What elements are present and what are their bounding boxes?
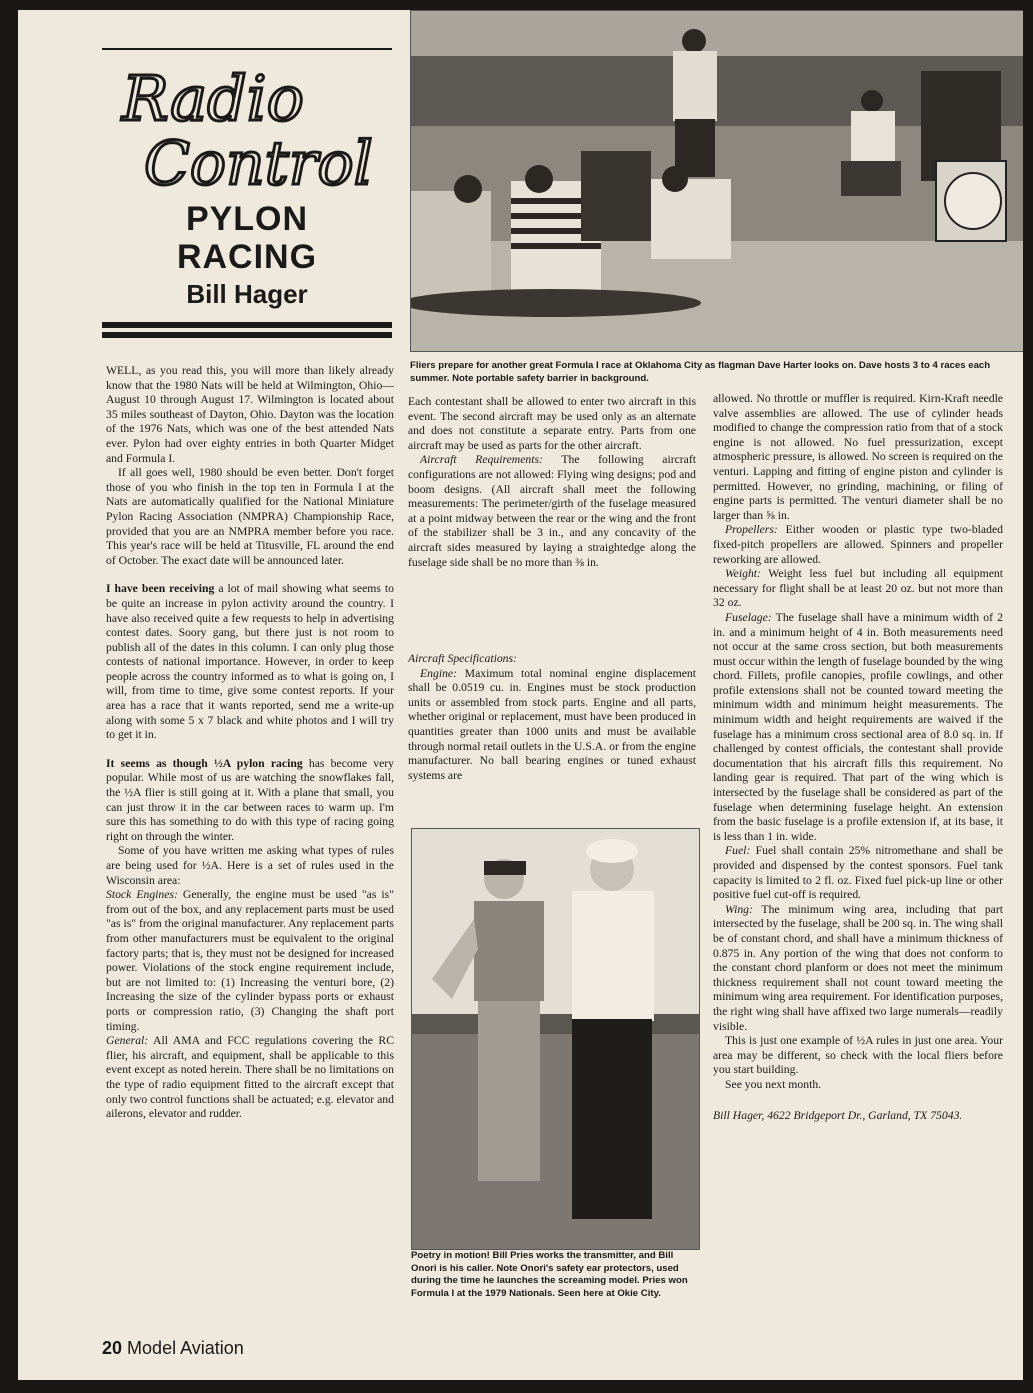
rule-heading: Fuselage:	[725, 610, 772, 624]
photo-caption-top: Fliers prepare for another great Formula I race at Oklahoma City as flagman Dave Harter looks on. Dave hosts 3 to 4 races each summer. Note portable safety barrier in background.	[410, 360, 991, 384]
lead-in: It seems as though ½A pylon racing	[106, 756, 303, 770]
paragraph: Fuel: Fuel shall contain 25% nitromethane and shall be provided and dispensed by the contest sponsors. Fuel tank capacity is limited to 2 fl. oz. Fixed fuel pick-up line or other positive fuel cut-off is required.	[713, 844, 1003, 902]
paragraph: See you next month.	[725, 1077, 822, 1091]
section-heading: Aircraft Specifications:	[408, 652, 517, 665]
paragraph: Propellers: Either wooden or plastic type two-bladed fixed-pitch propellers are allowed. Spinners and propeller reworking are allowed.	[713, 523, 1003, 566]
photo-illustration	[411, 11, 1023, 351]
rule-heading: Weight:	[725, 567, 761, 581]
paragraph: Wing: The minimum wing area, including that part intersected by the fuselage, shall be 200 sq. in. The wing shall be of constant chord, and shall have a minimum thickness of 0.875 in. Any portion of the wing that does not conform to the constant chord planform or does not meet the minimum thickness requirement shall not count toward meeting the minimum wing area requirement. For identification purposes, the right wing shall have affixed two large numerals—readily visible.	[713, 902, 1003, 1033]
logo-line1: Radio	[122, 62, 304, 135]
paragraph: allowed. No throttle or muffler is required. Kirn-Kraft needle valve assemblies are allowed. The use of cylinder heads modified to change the compression ratio from that of a stock engine is not allowed. No fuel pressurization, except atmospheric pressure, is allowed. No screen is required on the venturi. Lapping and fitting of engine piston and cylinder is permitted. However, no grinding, machining, or filing of engine parts is permitted. The venturi diameter shall be no larger than ⅝ in.	[713, 392, 1003, 522]
column-header	[102, 48, 392, 346]
header-rules-bottom	[102, 322, 392, 342]
text-column-2-bottom	[408, 652, 696, 783]
header-rule-top	[102, 48, 392, 50]
paragraph: Stock Engines: Generally, the engine must be used "as is" from out of the box, and any replacement parts must be used "as is" from the original manufacturer. Any replacement parts from other manufacturers must be equivalent to the original factory parts; that is, they must not be designed for increased power. Violations of the stock engine requirement include, but are not limited to: (1) Increasing the venturi bore, (2) Increasing the size of the cylinder bypass ports or exhaust ports or compression ratio, (3) Changing the shaft port timing.	[106, 888, 394, 1033]
lead-in: I have been receiving	[106, 582, 215, 596]
photo-pries-onori	[411, 828, 700, 1250]
paragraph: If all goes well, 1980 should be even better. Don't forget those of you who finish in the top ten in Formula I at the Nats are automatically qualified for the National Miniature Pylon Racing Association (NMPRA) Championship Race, provided that you are an NMPRA member before you race. This year's race will be held at Titusville, FL around the end of October. The exact date will be announced later.	[106, 466, 394, 567]
paragraph: Some of you have written me asking what types of rules are being used for ½A. Here is a set of rules used in the Wisconsin area:	[106, 844, 394, 887]
rule-heading: Fuel:	[725, 844, 751, 858]
text-column-2-top	[408, 395, 696, 570]
photo-illustration	[412, 829, 699, 1249]
rule-heading: Wing:	[725, 902, 753, 916]
author-signature: Bill Hager, 4622 Bridgeport Dr., Garland, TX 75043.	[713, 1108, 963, 1122]
paragraph: This is just one example of ½A rules in just one area. Your area may be different, so check with the local fliers before you start building.	[713, 1034, 1003, 1077]
rule-heading: Engine:	[420, 666, 457, 680]
paragraph: It seems as though ½A pylon racing has become very popular. While most of us are watching the snowflakes fall, the ½A flier is still going at it. With a plane that small, you can just throw it in the car between races to warm up. I'm sure this has something to do with this type of racing going right on through the winter.	[106, 756, 394, 843]
rule-heading: Aircraft Requirements:	[420, 453, 543, 467]
rule-heading: Propellers:	[725, 523, 778, 537]
paragraph: Each contestant shall be allowed to enter two aircraft in this event. The second aircraft may be used only as an alternate and does not constitute a separate entry. Parts from one aircraft may be used as parts for the other aircraft.	[408, 395, 696, 452]
paragraph: I have been receiving a lot of mail showing what seems to be quite an increase in pylon activity around the country. I have also received quite a few requests to help in advertising contest dates. Soory gang, but there just is not room to publish all of the dates in this column. I can only plug those contests of national importance. However, in order to keep people across the country informed as to what is going on, I will, from time to time, give some contest reports. If your area has a race that it wants reported, send me a write-up along with some 5 x 7 black and white photos and I will try to get it in.	[106, 582, 394, 742]
radio-control-logo	[102, 52, 392, 202]
paragraph: Aircraft Requirements: The following aircraft configurations are not allowed: Flying wing designs; pod and boom designs. (All aircraft shall meet the following measurements: The perimeter/girth of the fuselage measured at a point midway between the rear or the wing and the front of the stabilizer shall be 3 in., and any concavity of the aircraft sides measured by laying a straightedge along the fuselage side shall be no more than ⅜ in.	[408, 453, 696, 569]
paragraph: Fuselage: The fuselage shall have a minimum width of 2 in. and a minimum height of 4 in. Both measurements need not occur at the same cross section, but both measurements must occur within the length of fuselage bounded by the wing chord. Fillets, profile canopies, profile cowlings, and other profile extensions shall not be counted toward meeting the minimum width and minimum height measurements. The minimum width and height requirements are waived if the fuselage has a minimum cross sectional area of 8.0 sq. in. If challenged by contest officials, the contestant shall provide documentation that his aircraft fills this requirement. No landing gear is required. That part of the wing which is intersected by the fuselage shall be considered as part of the fuselage when determining fuselage height. An extension from the basic fuselage is a profile extension if, at its base, it is less than 1 in. wide.	[713, 610, 1003, 843]
paragraph: Engine: Maximum total nominal engine displacement shall be 0.0519 cu. in. Engines must be stock production units or assembled from stock parts. Engine and all parts, whether original or replacement, must have been produced in quantities greater than 1000 units and must be available through normal retail outlets in the U.S.A. or from the engine manufacturer. No ball bearing engines or tuned exhaust systems are	[408, 666, 696, 782]
subtitle-racing: RACING	[176, 238, 318, 276]
page-footer	[102, 1338, 244, 1359]
rule-heading: Stock Engines:	[106, 888, 178, 902]
photo-fliers-preparing	[410, 10, 1023, 352]
paragraph: Weight: Weight less fuel but including all equipment necessary for flight shall be at least 20 oz. but not more than 32 oz.	[713, 567, 1003, 610]
paragraph: WELL, as you read this, you will more than likely already know that the 1980 Nats will be held at Wilmington, Ohio—August 10 through August 17. Wilmington is located about 35 miles southeast of Dayton, Ohio. Dayton was the location of the 1976 Nats, which was one of the best attended Nats ever. Pylon had over eighty entries in both Quarter Midget and Formula I.	[106, 364, 394, 465]
text-column-1	[106, 364, 394, 1122]
magazine-page	[18, 10, 1023, 1380]
subtitle-pylon: PYLON	[185, 200, 309, 238]
logo-line2: Control	[144, 129, 373, 199]
rule-heading: General:	[106, 1034, 149, 1048]
magazine-name: Model Aviation	[127, 1338, 244, 1358]
author-byline: Bill Hager	[186, 279, 308, 309]
paragraph: General: All AMA and FCC regulations covering the RC flier, his aircraft, and equipment, shall be applicable to this event except as noted herein. There shall be no limitations on the type of radio equipment fitted to the aircraft except that only two control functions shall be actuated; e.g. elevator and ailerons, elevator and rudder.	[106, 1034, 394, 1121]
photo-caption-bottom: Poetry in motion! Bill Pries works the transmitter, and Bill Onori is his caller. Note Onori's safety ear protectors, used during the time he launches the screaming model. Pries won Formula I at the 1979 Nationals. Seen here at Okie City.	[411, 1250, 688, 1299]
page-number: 20	[102, 1338, 123, 1358]
text-column-3	[713, 392, 1003, 1123]
